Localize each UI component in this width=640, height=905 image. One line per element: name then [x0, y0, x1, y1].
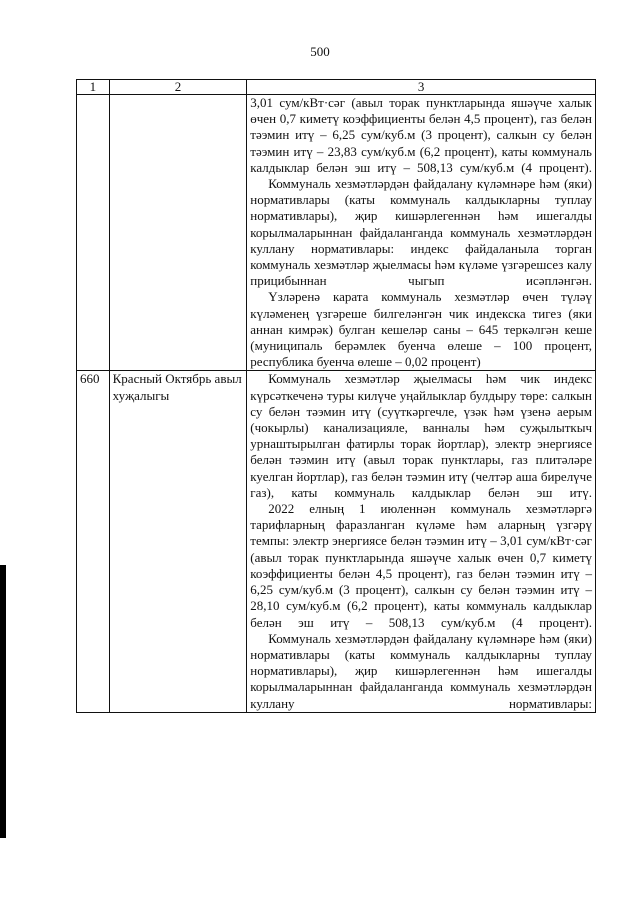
- table-row-660: [77, 371, 596, 712]
- settlement-name-cell: Красный Октябрь авыл хуҗалыгы: [109, 371, 247, 712]
- page-number: 500: [310, 44, 330, 59]
- settlement-name-cell: [109, 95, 247, 371]
- column-3-header: 3: [247, 80, 596, 95]
- tariff-table: [76, 79, 596, 713]
- description-paragraph: Коммуналь хезмәтләр җыелмасы һәм чик индекс күрсәткеченә туры килүче уңайлыклар булдыру төре: салкын су белән тәэмин итү (суүткәргечле, үзәк һәм үзенә аерым (чокырлы) канализацияле, ванналы һәм суҗылыткыч урнаштырылган фатирлы торак йортлар), электр энергиясе белән тәэмин итү (авыл торак пунктлары, газ плитәләре куелган йортлар), газ белән тәэмин итү (челтәр аша бирелүче газ), каты коммуналь калдыклар белән эш итү.: [250, 371, 592, 500]
- description-cell: [247, 371, 596, 712]
- row-number-cell: 660: [77, 371, 110, 712]
- column-2-header: 2: [109, 80, 247, 95]
- description-paragraph: 2022 елның 1 июленнән коммуналь хезмәтләргә тарифларның фаразланган күләме һәм аларның үзгәрү темпы: электр энергиясе белән тәэмин итү – 3,01 сум/кВт·сәг (авыл торак пунктларында яшәүче халык өчен 0,7 киметү коэффициенты белән 4,5 процент), газ белән тәэмин итү – 6,25 сум/куб.м (3 процент), салкын су белән тәэмин итү – 28,10 сум/куб.м (6,2 процент), каты коммуналь калдыклар белән эш итү – 508,13 сум/куб.м (4 процент).: [250, 501, 592, 630]
- table-row-continuation: [77, 95, 596, 371]
- description-cell: [247, 95, 596, 371]
- description-paragraph: Коммуналь хезмәтләрдән файдалану күләмнәре һәм (яки) нормативлары (каты коммуналь калдыкларны туплау нормативлары), җир кишәрлегеннән һәм ишегалды корылмаларыннан файдаланганда коммуналь хезмәтләрдән куллану нормативлары:: [250, 630, 592, 711]
- description-paragraph: Коммуналь хезмәтләрдән файдалану күләмнәре һәм (яки) нормативлары (каты коммуналь калдыкларны туплау нормативлары), җир кишәрлегеннән һәм ишегалды корылмаларыннан файдаланганда коммуналь хезмәтләрдән куллану нормативлары: индекс файдаланыла торган коммуналь хезмәтләр җыелмасы һәм күләме үзгәрешсез калу прицибыннан чыгып исәпләнгән.: [250, 176, 592, 289]
- table-header-row: [77, 80, 596, 95]
- column-1-header: 1: [77, 80, 110, 95]
- row-number-cell: [77, 95, 110, 371]
- description-paragraph: Үзләренә карата коммуналь хезмәтләр өчен түләү күләменең үзгәреше билгеләнгән чик индекска тигез (яки аннан кимрәк) булган кешеләр саны – 645 теркәлгән кеше (муниципаль берәмлек буенча өлеше – 100 процент, республика буенча өлеше – 0,02 процент): [250, 289, 592, 370]
- scan-edge-shadow: [0, 565, 6, 838]
- description-paragraph: 3,01 сум/кВт·сәг (авыл торак пунктларында яшәүче халык өчен 0,7 киметү коэффициенты белән 4,5 процент), газ белән тәэмин итү – 6,25 сум/куб.м (3 процент), салкын су белән тәэмин итү – 23,83 сум/куб.м (6,2 процент), каты коммуналь калдыклар белән эш итү – 508,13 сум/куб.м (4 процент).: [250, 95, 592, 175]
